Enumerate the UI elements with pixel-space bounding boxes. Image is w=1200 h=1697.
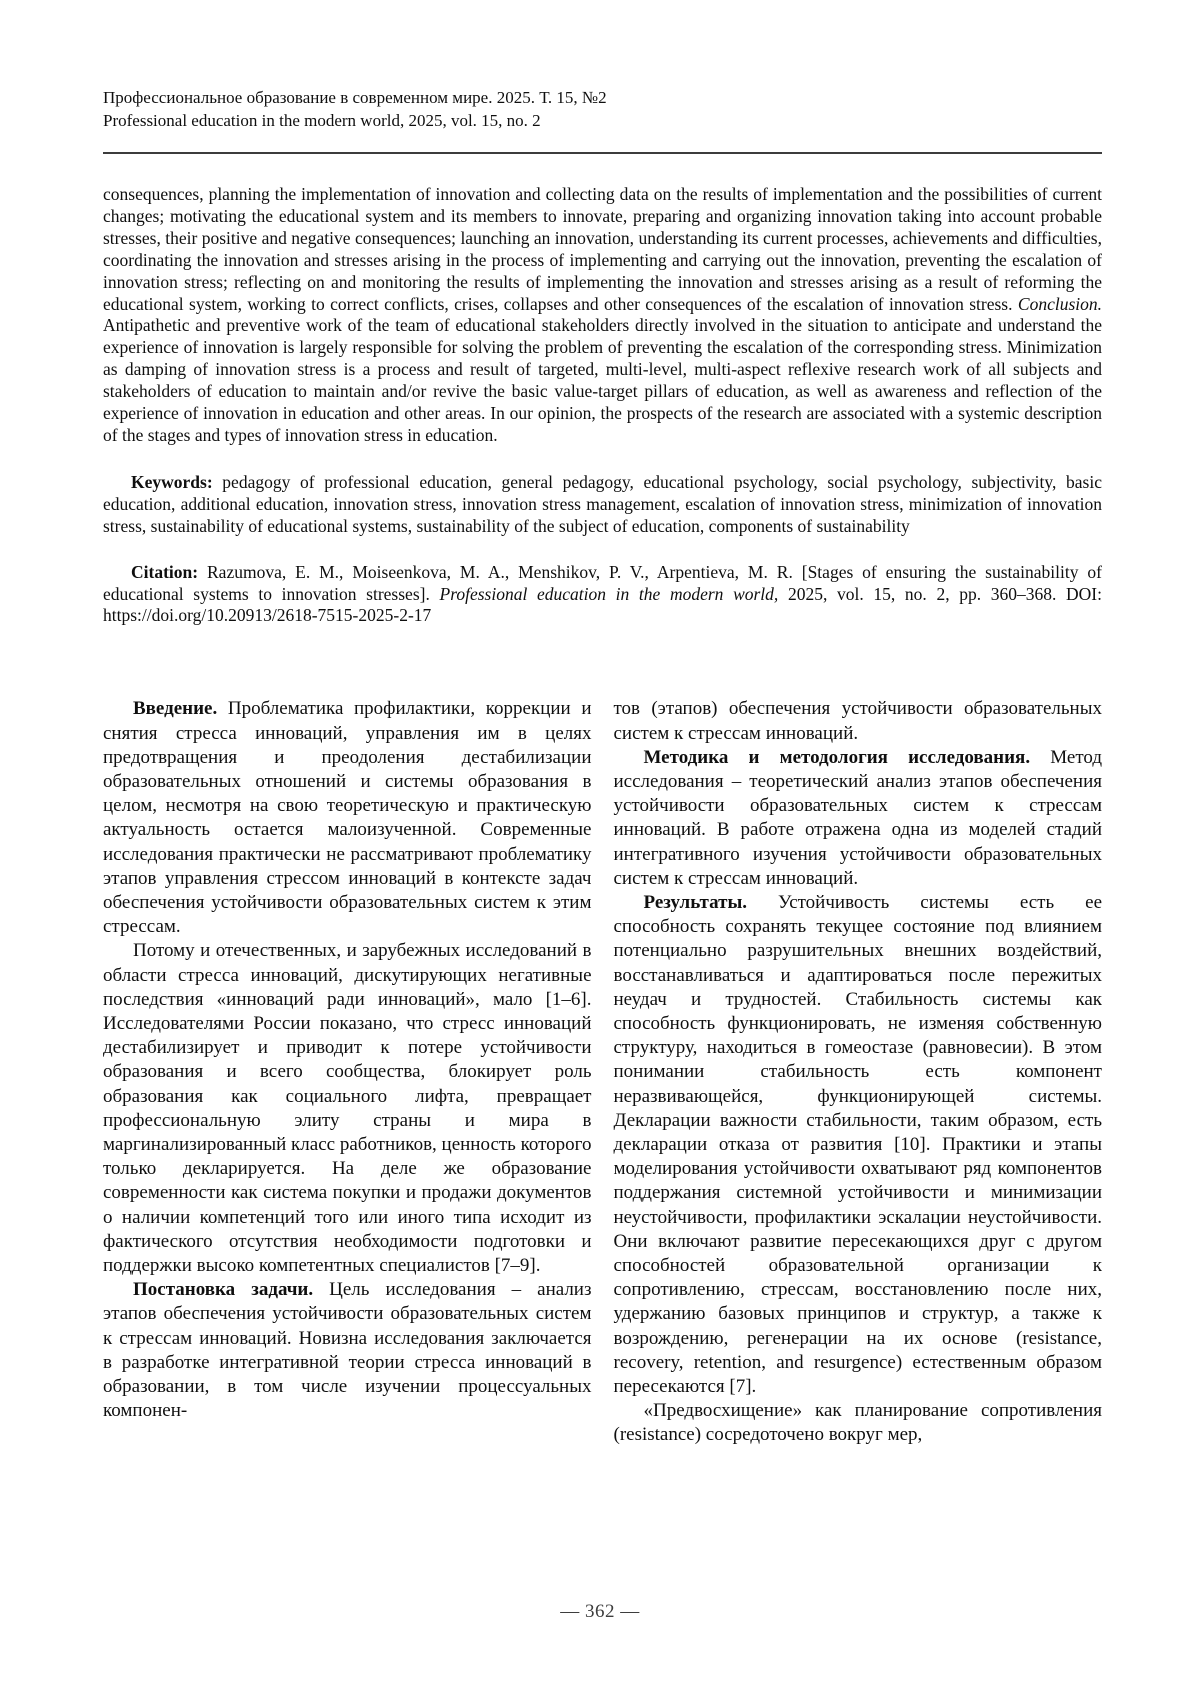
abstract-text-after: Antipathetic and preventive work of the team of educational stakeholders directly involved in the situation to anticipate and understand the experience of innovation is largely responsible for solving the problem of preventing the escalation of the corresponding stress. Minimization as damping of innovation stress is a process and result of targeted, multi-level, multi-aspect reflexive research work of all subjects and stakeholders of education to maintain and/or revive the basic value-target pillars of education, as well as awareness and reflection of the experience of innovation in education and other areas. In our opinion, the prospects of the research are associated with a systemic description of the stages and types of innovation stress in education. — [103, 315, 1102, 445]
page-number: — 362 — — [560, 1601, 640, 1622]
paragraph-introduction — [103, 697, 592, 939]
paragraph-text: Проблематика профилактики, коррекции и снятия стресса инноваций, управления им в целях предотвращения и преодоления дестабилизации образовательных отношений и системы образования в целом, несмотря на свою теоретическую и практическую актуальность остается малоизученной. Современные исследования практически не рассматривают проблематику этапов управления стрессом инноваций в контексте задач обеспечения устойчивости образовательных систем к этим стрессам. — [103, 698, 592, 938]
citation-journal-title: Professional education in the modern world, — [439, 583, 779, 604]
paragraph — [614, 1399, 1103, 1447]
paragraph-lead: Методика и методология исследования. — [643, 746, 1031, 768]
paragraph-text: тов (этапов) обеспечения устойчивости образовательных систем к стрессам инноваций. — [613, 698, 1102, 744]
paragraph-methods — [614, 746, 1103, 891]
paragraph-text: Метод исследования – теоретический анализ этапов обеспечения устойчивости образовательных систем к стрессам инноваций. В работе отражена одна из моделей стадий интегративного изучения устойчивости образовательных систем к стрессам инноваций. — [613, 746, 1102, 889]
citation-text-after: 2025, vol. 15, no. 2, pp. 360–368. DOI: https://doi.org/10.20913/2618-7515-2025-2-17 — [103, 583, 1102, 626]
keywords-text: pedagogy of professional education, general pedagogy, educational psychology, social psychology, subjectivity, basic education, additional education, innovation stress, innovation stress management, escalation of innovation stress, minimization of innovation stress, sustainability of educational systems, sustainability of the subject of education, components of sustainability — [103, 471, 1102, 536]
paragraph-text: Цель исследования – анализ этапов обеспечения устойчивости образовательных систем к стрессам инноваций. Новизна исследования заключается в разработке интегративной теории стресса инноваций в образовании, в том числе изучении процессуальных компонен- — [103, 1279, 592, 1422]
page-footer — [0, 1601, 1200, 1623]
abstract-section — [103, 184, 1102, 447]
paragraph-text: Потому и отечественных, и зарубежных исследований в области стресса инноваций, дискутирующих негативные последствия «инноваций ради инноваций», мало [1–6]. Исследователями России показано, что стресс инноваций дестабилизирует и приводит к потере устойчивости образования и всего сообщества, блокирует роль образования как социального лифта, превращает профессиональную элиту страны и мира в маргинализированный класс работников, ценность которого только декларируется. На деле же образование современности как система покупки и продажи документов о наличии компетенций того или иного типа исходит из фактического отсутствия необходимости подготовки и поддержки высоко компетентных специалистов [7–9]. — [103, 940, 592, 1276]
paragraph-text: Устойчивость системы есть ее способность сохранять текущее состояние под влиянием потенциально разрушительных внешних воздействий, восстанавливаться и адаптироваться после пережитых неудач и трудностей. Стабильность системы как способность функционировать, не изменяя собственную структуру, находиться в гомеостазе (равновесии). В этом понимании стабильность есть компонент неразвивающейся, функционирующей системы. Декларации важности стабильности, таким образом, есть декларации отказа от развития [10]. Практики и этапы моделирования устойчивости охватывают ряд компонентов поддержания системной устойчивости и минимизации неустойчивости, профилактики эскалации неустойчивости. Они включают развитие пересекающихся друг с другом способностей образовательной организации к сопротивлению, стрессам, восстановлению после них, удержанию базовых принципов и структур, а также к возрождению, регенерации на их основе (resistance, recovery, retention, and resurgence) естественным образом пересекаются [7]. — [613, 891, 1102, 1397]
left-column — [103, 697, 592, 1447]
keywords-paragraph — [103, 472, 1102, 538]
paragraph-problem-statement — [103, 1278, 592, 1423]
header-rule — [103, 152, 1102, 154]
paragraph-lead: Результаты. — [643, 891, 748, 913]
paragraph-lead: Постановка задачи. — [133, 1279, 314, 1301]
keywords-label: Keywords: — [131, 471, 213, 492]
right-column — [614, 697, 1103, 1447]
paragraph-continuation — [614, 697, 1103, 745]
abstract-text-before: consequences, planning the implementation of innovation and collecting data on the results of implementation and the possibilities of current changes; motivating the educational system and its members to innovate, preparing and organizing innovation taking into account probable stresses, their positive and negative consequences; launching an innovation, understanding its current processes, achievements and difficulties, coordinating the innovation and stresses arising in the process of implementing and carrying out the innovation, preventing the escalation of innovation stress; reflecting on and monitoring the results of implementing the innovation and stresses arising as a result of reforming the educational system, working to correct conflicts, crises, collapses and other consequences of the escalation of innovation stress. — [103, 184, 1102, 314]
running-head — [103, 86, 1102, 132]
journal-title-en: Professional education in the modern world, 2025, vol. 15, no. 2 — [103, 111, 541, 130]
two-column-body — [103, 697, 1102, 1447]
paragraph-results — [614, 891, 1103, 1399]
journal-title-ru: Профессиональное образование в современном мире. 2025. Т. 15, №2 — [103, 88, 607, 107]
citation-label: Citation: — [131, 561, 199, 582]
abstract-paragraph — [103, 184, 1102, 447]
paragraph-text: «Предвосхищение» как планирование сопротивления (resistance) сосредоточено вокруг мер, — [613, 1400, 1102, 1446]
paragraph — [103, 939, 592, 1278]
citation-paragraph — [103, 562, 1102, 628]
paragraph-lead: Введение. — [133, 698, 218, 720]
citation-text-before: Razumova, E. M., Moiseenkova, M. A., Menshikov, P. V., Arpentieva, M. R. [Stages of ensuring the sustainability of educational systems to innovation stresses]. — [103, 561, 1102, 604]
abstract-conclusion-label: Conclusion. — [1017, 293, 1102, 314]
